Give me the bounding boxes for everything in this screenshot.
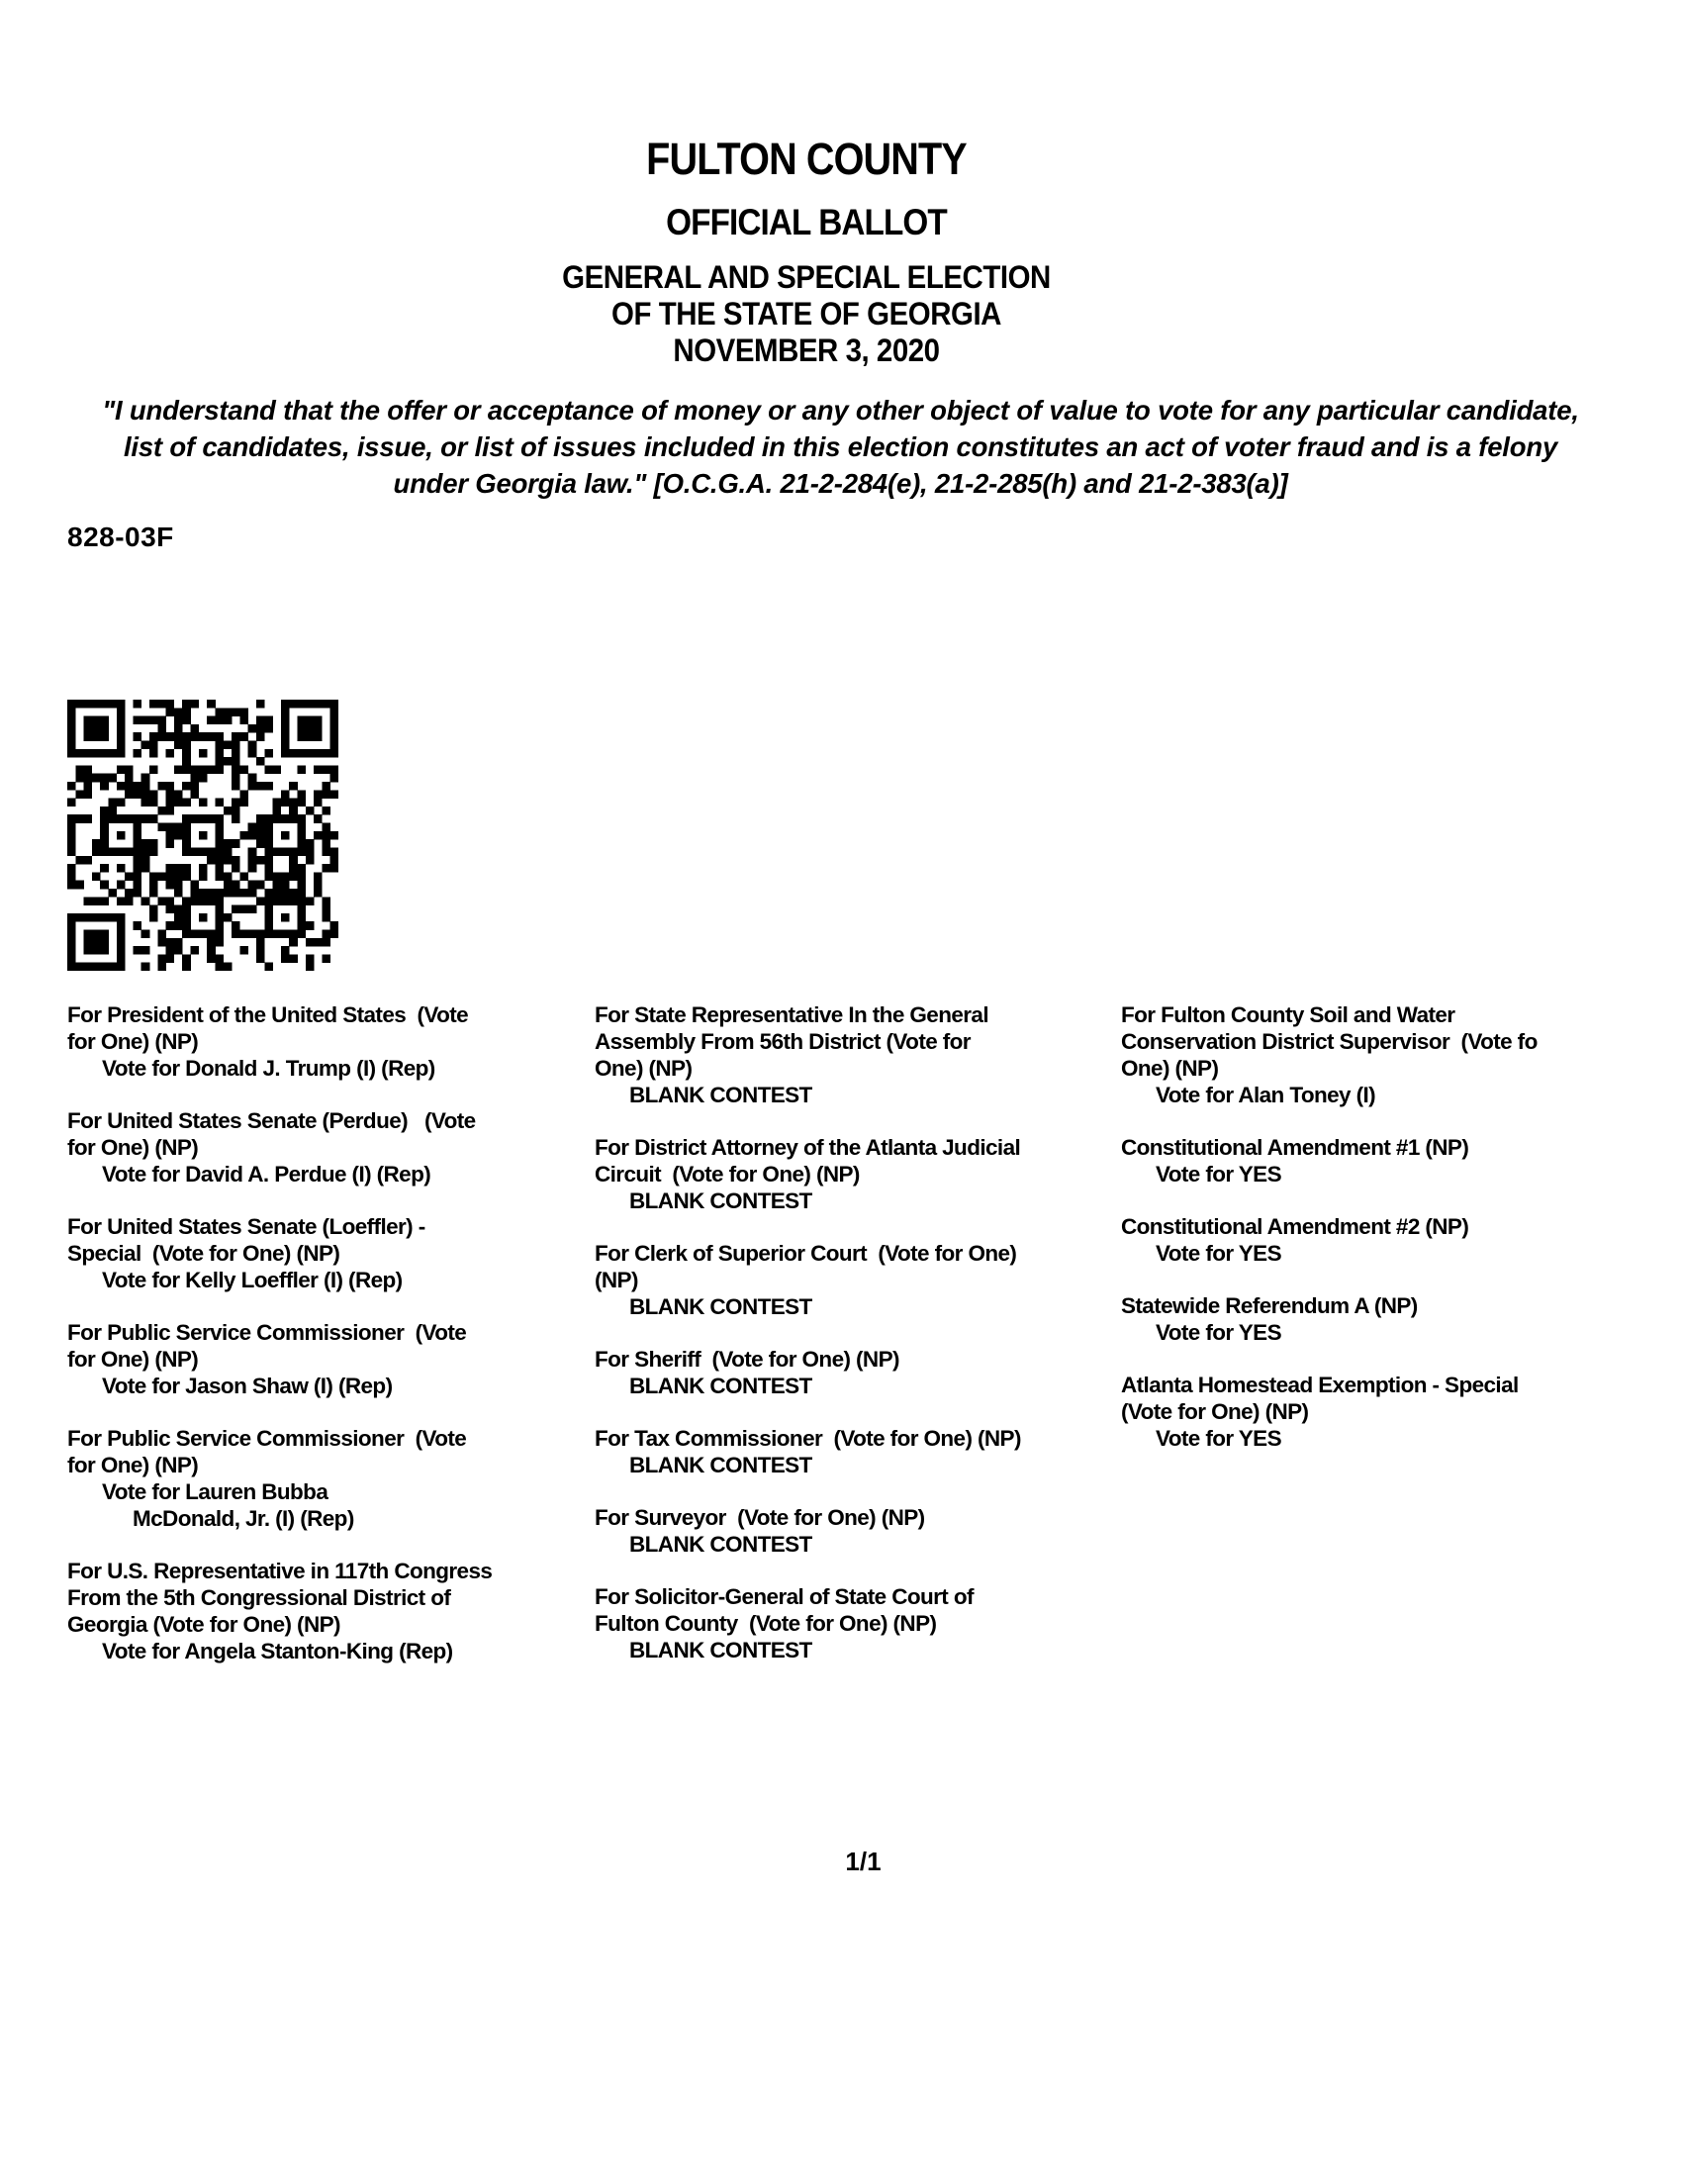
fraud-disclaimer [0,392,1681,502]
contest-choice-line: Vote for YES [1156,1426,1281,1451]
contest-choice-line: Vote for Alan Toney (I) [1156,1083,1376,1107]
disclaimer-line: "I understand that the offer or acceptance of money or any other object of value to vote for any particular candidate, [102,395,1579,426]
contest [67,1107,592,1187]
election-title [64,259,1548,369]
contest-choice-line: Vote for David A. Perdue (I) (Rep) [102,1162,431,1187]
contest [595,1583,1119,1663]
contest-choice-line: Vote for YES [1156,1162,1281,1187]
election-line-1: GENERAL AND SPECIAL ELECTION [562,259,1051,295]
contest-title-line: Assembly From 56th District (Vote for [595,1029,971,1054]
contest-choice-line: Vote for Lauren Bubba [102,1479,328,1504]
ballot-header [0,134,1613,369]
contest-title-line: for One) (NP) [67,1029,199,1054]
contest-title-line: For President of the United States (Vote [67,1002,469,1027]
contest-title-line: For United States Senate (Loeffler) - [67,1214,425,1239]
contest-choice-line: BLANK CONTEST [629,1188,812,1213]
election-line-2: OF THE STATE OF GEORGIA [611,296,1001,332]
contest [595,1240,1119,1320]
contest-choice-line: BLANK CONTEST [629,1294,812,1319]
contest [1121,1134,1681,1187]
contest-choice-line: BLANK CONTEST [629,1083,812,1107]
contest-title-line: Constitutional Amendment #1 (NP) [1121,1135,1469,1160]
contest-title-line: For State Representative In the General [595,1002,988,1027]
contest-title-line: One) (NP) [595,1056,693,1081]
contest-title-line: for One) (NP) [67,1347,199,1372]
contest-title-line: For Public Service Commissioner (Vote [67,1320,467,1345]
contest [1121,1372,1681,1452]
contest-choice-line: Vote for Angela Stanton-King (Rep) [102,1639,453,1663]
contest [595,1001,1119,1108]
contest [595,1346,1119,1399]
contest-choice-line: McDonald, Jr. (I) (Rep) [133,1506,354,1531]
contest-title-line: Atlanta Homestead Exemption - Special [1121,1373,1519,1397]
contest-title-line: Conservation District Supervisor (Vote fo [1121,1029,1538,1054]
contest [595,1425,1119,1478]
contest [1121,1001,1681,1108]
contest [595,1504,1119,1558]
contest-title-line: For Fulton County Soil and Water [1121,1002,1455,1027]
contest-choice-line: Vote for Jason Shaw (I) (Rep) [102,1374,393,1398]
county-title: FULTON COUNTY [646,134,967,184]
contest-title-line: for One) (NP) [67,1453,199,1477]
contest [1121,1292,1681,1346]
contest [595,1134,1119,1214]
contest-title-line: From the 5th Congressional District of [67,1585,451,1610]
election-date: NOVEMBER 3, 2020 [673,332,940,368]
contest-title-line: Special (Vote for One) (NP) [67,1241,340,1266]
contest [1121,1213,1681,1267]
contest-title-line: Statewide Referendum A (NP) [1121,1293,1418,1318]
contest-title-line: Fulton County (Vote for One) (NP) [595,1611,937,1636]
contest-title-line: For Clerk of Superior Court (Vote for One) [595,1241,1017,1266]
contest-title-line: Georgia (Vote for One) (NP) [67,1612,340,1637]
contest [67,1319,592,1399]
contest-choice-line: BLANK CONTEST [629,1532,812,1557]
contest-title-line: For U.S. Representative in 117th Congress [67,1559,493,1583]
contest-title-line: One) (NP) [1121,1056,1219,1081]
qr-code [67,700,338,971]
contest-choice-line: Vote for Kelly Loeffler (I) (Rep) [102,1268,403,1292]
contest [67,1213,592,1293]
contest-choice-line: BLANK CONTEST [629,1453,812,1477]
contest-title-line: Circuit (Vote for One) (NP) [595,1162,860,1187]
contest-title-line: For Public Service Commissioner (Vote [67,1426,467,1451]
page-number: 1/1 [845,1847,882,1876]
contest-choice-line: Vote for YES [1156,1241,1281,1266]
contest-title-line: For Surveyor (Vote for One) (NP) [595,1505,925,1530]
contest-choice-line: Vote for YES [1156,1320,1281,1345]
contest-title-line: (Vote for One) (NP) [1121,1399,1309,1424]
contest-title-line: For United States Senate (Perdue) (Vote [67,1108,476,1133]
contest-choice-line: BLANK CONTEST [629,1374,812,1398]
contest [67,1001,592,1082]
contest-title-line: For Sheriff (Vote for One) (NP) [595,1347,899,1372]
disclaimer-line: list of candidates, issue, or list of issues included in this election constitutes an act of voter fraud and is a felony [123,431,1558,462]
contest-choice-line: BLANK CONTEST [629,1638,812,1662]
contest-title-line: (NP) [595,1268,638,1292]
ballot-column [595,1001,1119,1689]
contest-title-line: for One) (NP) [67,1135,199,1160]
contest-title-line: Constitutional Amendment #2 (NP) [1121,1214,1469,1239]
contest-choice-line: Vote for Donald J. Trump (I) (Rep) [102,1056,435,1081]
ballot-type-title: OFFICIAL BALLOT [666,202,947,242]
ballot-style-code: 828-03F [67,522,174,552]
ballot-column [1121,1001,1681,1477]
contest [67,1558,592,1664]
disclaimer-line: under Georgia law." [O.C.G.A. 21-2-284(e), 21-2-285(h) and 21-2-383(a)] [393,468,1288,499]
contest-title-line: For Solicitor-General of State Court of [595,1584,974,1609]
contest-title-line: For Tax Commissioner (Vote for One) (NP) [595,1426,1021,1451]
contest [67,1425,592,1532]
ballot-column [67,1001,592,1690]
contest-title-line: For District Attorney of the Atlanta Judicial [595,1135,1021,1160]
